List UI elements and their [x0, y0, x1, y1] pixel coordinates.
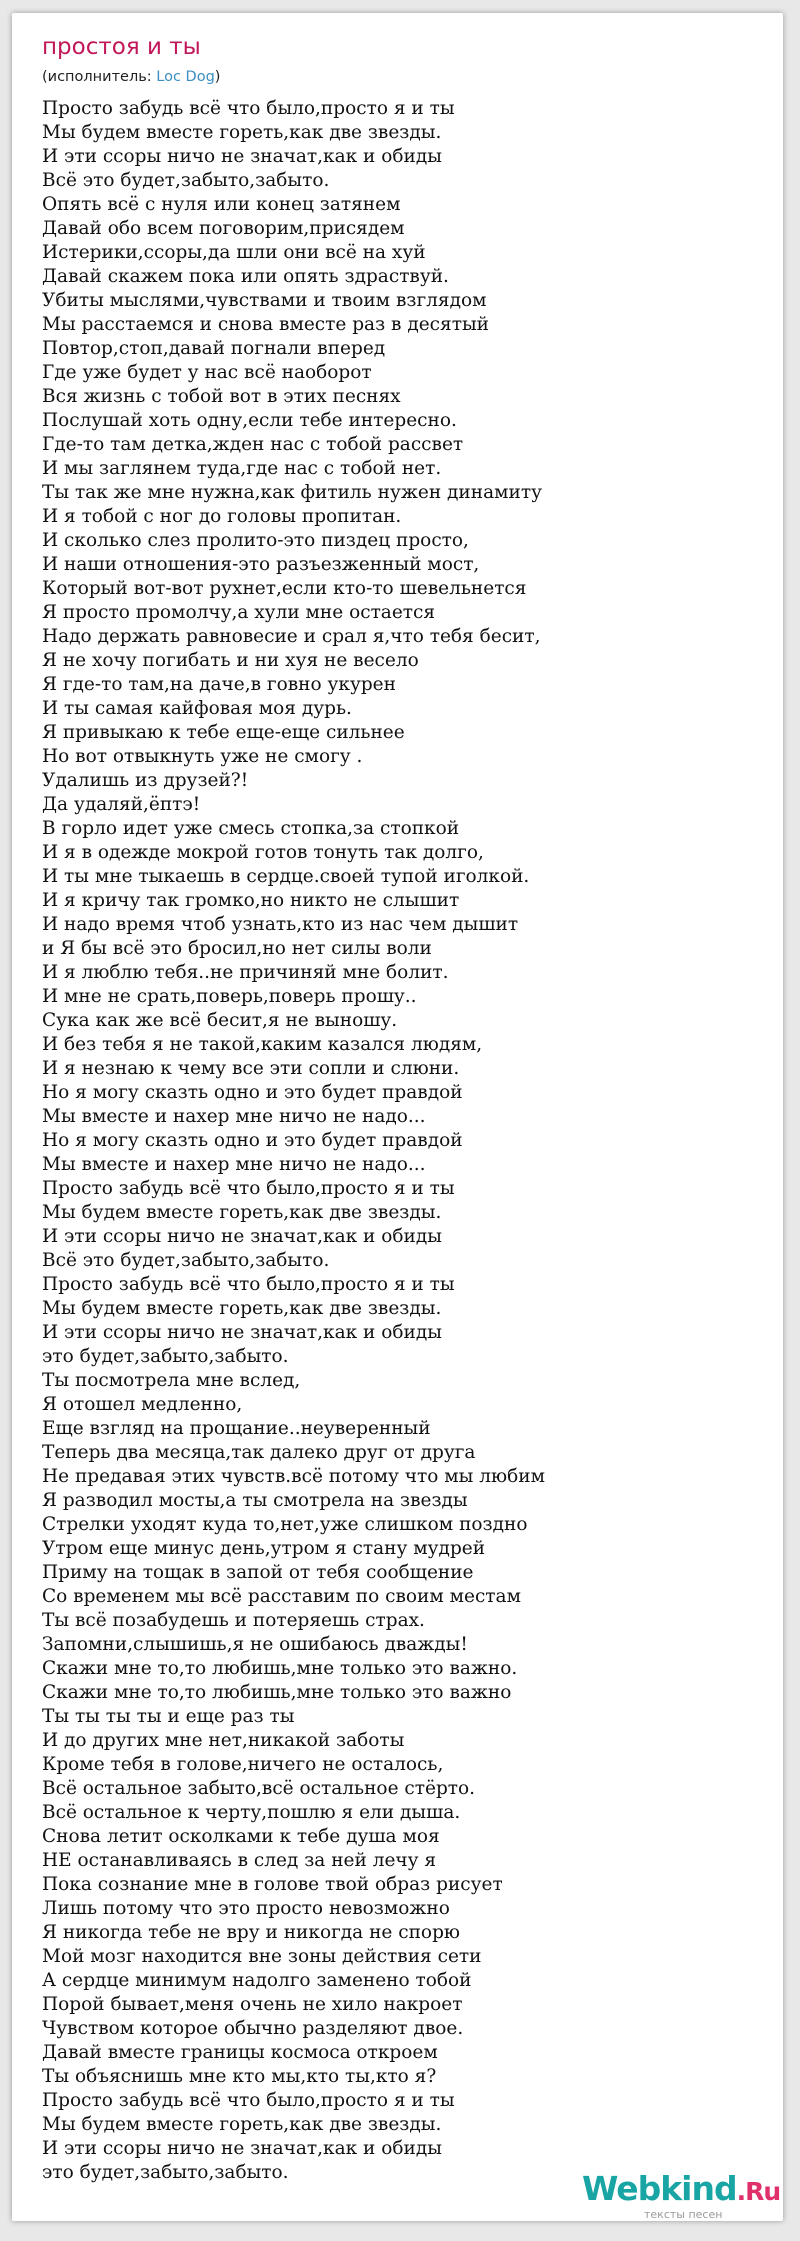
logo-tagline: тексты песен — [644, 2208, 723, 2221]
lyric-line: Стрелки уходят куда то,нет,уже слишком поздно — [42, 1514, 528, 1535]
lyric-line: И наши отношения-это разъезженный мост, — [42, 554, 480, 575]
song-title: простоя и ты — [42, 34, 201, 60]
lyric-line: Пока сознание мне в голове твой образ рисует — [42, 1874, 503, 1895]
lyric-line: Мы расстаемся и снова вместе раз в десятый — [42, 314, 489, 335]
lyric-line: Мы вместе и нахер мне ничо не надо... — [42, 1106, 426, 1127]
lyric-line: Ты посмотрела мне вслед, — [42, 1370, 301, 1391]
lyric-line: Где уже будет у нас всё наоборот — [42, 362, 372, 383]
lyric-line: это будет,забыто,забыто. — [42, 2162, 289, 2183]
lyric-line: Послушай хоть одну,если тебе интересно. — [42, 410, 457, 431]
lyric-line: Всё остальное забыто,всё остальное стёрто. — [42, 1778, 476, 1799]
artist-byline — [42, 70, 220, 85]
lyric-line: Просто забудь всё что было,просто я и ты — [42, 1274, 455, 1295]
lyric-line: Запомни,слышишь,я не ошибаюсь дважды! — [42, 1634, 468, 1655]
lyric-line: Где-то там детка,жден нас с тобой рассвет — [42, 434, 464, 455]
lyric-line: Но вот отвыкнуть уже не смогу . — [42, 746, 363, 767]
lyric-line: Вся жизнь с тобой вот в этих песнях — [42, 386, 401, 407]
lyric-line: Просто забудь всё что было,просто я и ты — [42, 98, 455, 119]
lyric-line: И я в одежде мокрой готов тонуть так долго, — [42, 842, 484, 863]
lyric-line: Ты объяснишь мне кто мы,кто ты,кто я? — [42, 2066, 437, 2087]
lyric-line: И мы заглянем туда,где нас с тобой нет. — [42, 458, 442, 479]
lyric-line: Повтор,стоп,давай погнали вперед — [42, 338, 386, 359]
lyric-line: И мне не срать,поверь,поверь прошу.. — [42, 986, 417, 1007]
lyric-line: Приму на тощак в запой от тебя сообщение — [42, 1562, 474, 1583]
lyric-line: Утром еще минус день,утром я стану мудрей — [42, 1538, 486, 1559]
lyric-line: Мы будем вместе гореть,как две звезды. — [42, 122, 442, 143]
lyric-line: Я не хочу погибать и ни хуя не весело — [42, 650, 419, 671]
logo-domain: .Ru — [736, 2177, 781, 2206]
lyric-line: А сердце минимум надолго заменено тобой — [42, 1970, 472, 1991]
lyric-line: Теперь два месяца,так далеко друг от друга — [42, 1442, 476, 1463]
lyric-line: Да удаляй,ёптэ! — [42, 794, 201, 815]
lyric-line: Сука как же всё бесит,я не выношу. — [42, 1010, 398, 1031]
lyric-line: И до других мне нет,никакой заботы — [42, 1730, 405, 1751]
lyric-line: Кроме тебя в голове,ничего не осталось, — [42, 1754, 444, 1775]
lyric-line: Мы вместе и нахер мне ничо не надо... — [42, 1154, 426, 1175]
lyric-line: НЕ останавливаясь в след за ней лечу я — [42, 1850, 437, 1871]
lyric-line: И я кричу так громко,но никто не слышит — [42, 890, 460, 911]
lyric-line: И ты самая кайфовая моя дурь. — [42, 698, 352, 719]
lyric-line: И эти ссоры ничо не значат,как и обиды — [42, 1322, 442, 1343]
lyric-line: В горло идет уже смесь стопка,за стопкой — [42, 818, 460, 839]
lyric-line: Не предавая этих чувств.всё потому что мы любим — [42, 1466, 545, 1487]
lyric-line: Истерики,ссоры,да шли они всё на хуй — [42, 242, 426, 263]
lyric-line: И надо время чтоб узнать,кто из нас чем дышит — [42, 914, 519, 935]
lyric-line: Чувством которое обычно разделяют двое. — [42, 2018, 464, 2039]
lyric-line: И эти ссоры ничо не значат,как и обиды — [42, 2138, 442, 2159]
lyric-line: Который вот-вот рухнет,если кто-то шевельнется — [42, 578, 527, 599]
lyric-line: И я тобой с ног до головы пропитан. — [42, 506, 402, 527]
lyric-line: Лишь потому что это просто невозможно — [42, 1898, 450, 1919]
byline-suffix: ) — [214, 69, 221, 85]
lyric-line: Всё это будет,забыто,забыто. — [42, 1250, 330, 1271]
logo-wordmark: Webkind — [582, 2169, 737, 2208]
lyric-line: И без тебя я не такой,каким казался людям, — [42, 1034, 483, 1055]
lyric-line: Всё это будет,забыто,забыто. — [42, 170, 330, 191]
lyric-line: И эти ссоры ничо не значат,как и обиды — [42, 1226, 442, 1247]
lyric-line: Мой мозг находится вне зоны действия сети — [42, 1946, 482, 1967]
lyric-line: Мы будем вместе гореть,как две звезды. — [42, 2114, 442, 2135]
lyric-line: Со временем мы всё расставим по своим местам — [42, 1586, 521, 1607]
byline-prefix: (исполнитель: — [42, 69, 157, 85]
lyric-line: Удалишь из друзей?! — [42, 770, 249, 791]
artist-link[interactable]: Loc Dog — [156, 69, 215, 85]
lyric-line: Всё остальное к черту,пошлю я ели дыша. — [42, 1802, 461, 1823]
lyric-line: Но я могу сказть одно и это будет правдой — [42, 1130, 463, 1151]
lyric-line: Надо держать равновесие и срал я,что тебя бесит, — [42, 626, 541, 647]
lyric-line: и Я бы всё это бросил,но нет силы воли — [42, 938, 432, 959]
lyric-line: Просто забудь всё что было,просто я и ты — [42, 2090, 455, 2111]
lyric-line: это будет,забыто,забыто. — [42, 1346, 289, 1367]
lyric-line: Я отошел медленно, — [42, 1394, 243, 1415]
lyric-line: Я просто промолчу,а хули мне остается — [42, 602, 436, 623]
lyric-line: Я разводил мосты,а ты смотрела на звезды — [42, 1490, 468, 1511]
lyric-line: И я люблю тебя..не причиняй мне болит. — [42, 962, 449, 983]
lyric-line: Мы будем вместе гореть,как две звезды. — [42, 1298, 442, 1319]
lyric-line: И сколько слез пролито-это пиздец просто, — [42, 530, 469, 551]
lyric-line: И эти ссоры ничо не значат,как и обиды — [42, 146, 442, 167]
lyric-line: Скажи мне то,то любишь,мне только это важно. — [42, 1658, 518, 1679]
lyric-line: Давай скажем пока или опять здраствуй. — [42, 266, 449, 287]
lyric-line: Я никогда тебе не вру и никогда не спорю — [42, 1922, 461, 1943]
lyric-line: Убиты мыслями,чувствами и твоим взглядом — [42, 290, 487, 311]
lyric-line: Ты всё позабудешь и потеряешь страх. — [42, 1610, 425, 1631]
lyric-line: Скажи мне то,то любишь,мне только это важно — [42, 1682, 512, 1703]
lyric-line: Порой бывает,меня очень не хило накроет — [42, 1994, 463, 2015]
lyric-line: Снова летит осколками к тебе душа моя — [42, 1826, 440, 1847]
lyric-line: Просто забудь всё что было,просто я и ты — [42, 1178, 455, 1199]
lyric-line: Ты ты ты ты и еще раз ты — [42, 1706, 295, 1727]
lyric-line: Опять всё с нуля или конец затянем — [42, 194, 401, 215]
lyric-line: Давай обо всем поговорим,присядем — [42, 218, 405, 239]
lyric-line: И ты мне тыкаешь в сердце.своей тупой иголкой. — [42, 866, 530, 887]
lyric-line: И я незнаю к чему все эти сопли и слюни. — [42, 1058, 460, 1079]
lyric-line: Я привыкаю к тебе еще-еще сильнее — [42, 722, 405, 743]
lyric-line: Но я могу сказть одно и это будет правдой — [42, 1082, 463, 1103]
lyric-line: Я где-то там,на даче,в говно укурен — [42, 674, 396, 695]
lyric-line: Ты так же мне нужна,как фитиль нужен динамиту — [42, 482, 542, 503]
lyric-line: Давай вместе границы космоса откроем — [42, 2042, 438, 2063]
lyric-line: Еще взгляд на прощание..неуверенный — [42, 1418, 431, 1439]
lyric-line: Мы будем вместе гореть,как две звезды. — [42, 1202, 442, 1223]
site-logo[interactable] — [582, 2169, 781, 2221]
lyrics-text — [42, 97, 762, 2185]
